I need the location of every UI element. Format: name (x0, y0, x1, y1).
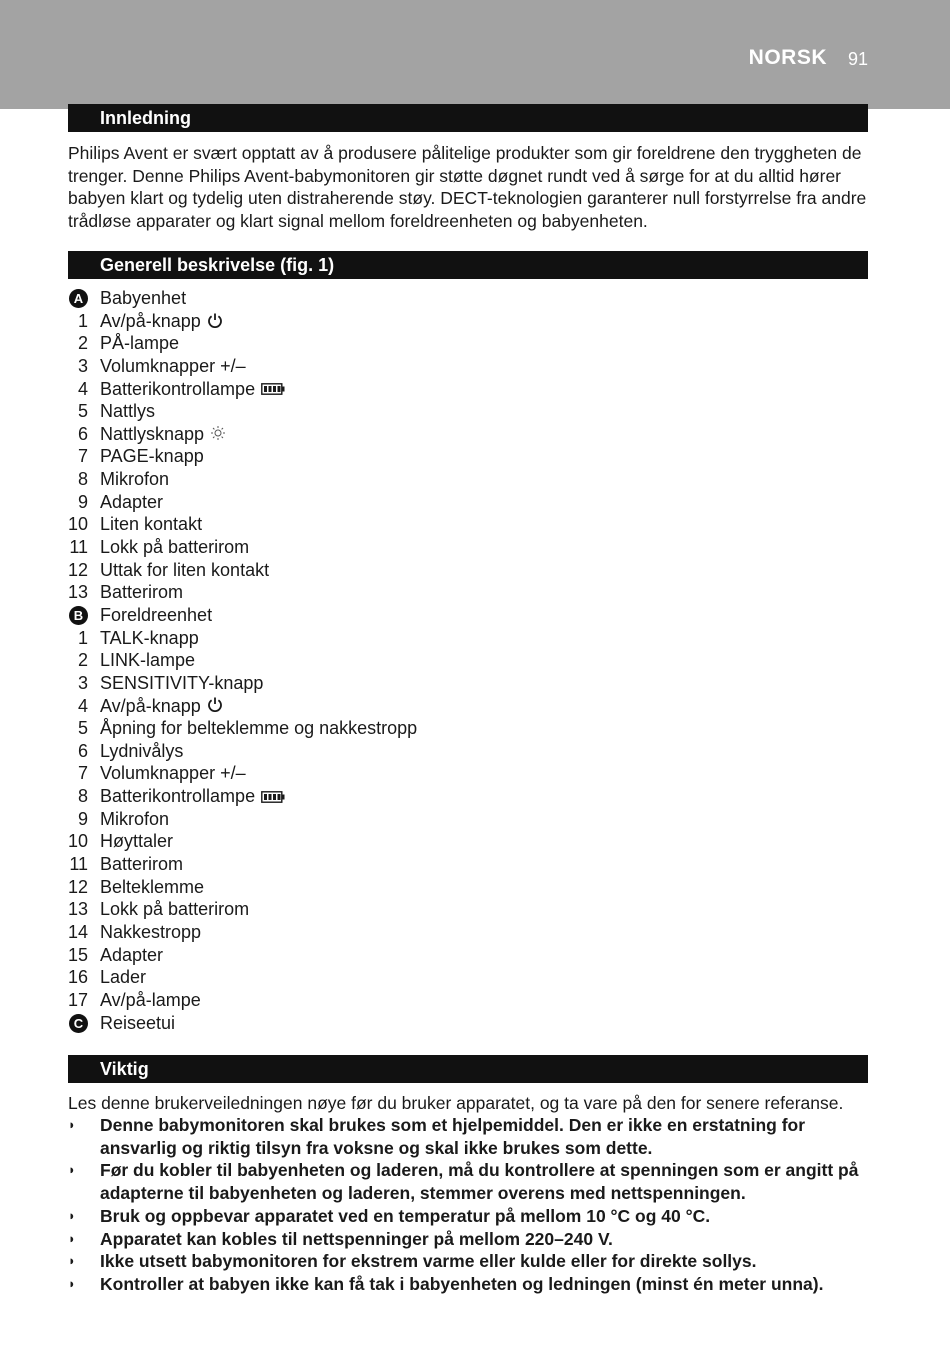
item-label (100, 921, 201, 944)
list-item (60, 627, 860, 650)
item-number: 11 (69, 854, 88, 875)
list-item (60, 445, 860, 468)
item-number: 5 (77, 401, 88, 422)
list-item (60, 785, 860, 808)
item-number: 10 (67, 831, 88, 852)
item-label-text: Nakkestropp (100, 921, 202, 942)
list-item (60, 762, 860, 785)
item-label (100, 423, 226, 447)
item-label (100, 808, 169, 831)
battery-icon (261, 378, 285, 401)
item-number: 12 (67, 876, 88, 897)
item-label-text: TALK-knapp (100, 627, 199, 648)
list-item (60, 400, 860, 423)
item-label (100, 944, 163, 967)
list-item (60, 672, 860, 695)
item-number: 1 (77, 310, 88, 331)
item-label (100, 966, 146, 989)
section-heading-intro: Innledning (68, 104, 868, 132)
item-label (100, 310, 223, 334)
list-item (60, 332, 860, 355)
item-number: 9 (77, 491, 88, 512)
item-label-text: Liten kontakt (100, 514, 203, 535)
item-label (100, 989, 201, 1012)
list-item (60, 536, 860, 559)
item-label (100, 672, 263, 695)
list-item (60, 355, 860, 378)
page-number: 91 (847, 49, 868, 69)
intro-paragraph: Philips Avent er svært opptatt av å produsere pålitelige produkter som gir foreldrene den tryggheten de trenger. Denne Philips Avent-babymonitoren gir støtte døgnet rundt ved å sørge for at du alltid hører babyen klart og tydelig uten distraherende støy. DECT-teknologien garanterer null forstyrrelse fra andre trådløse apparater og klart signal mellom foreldreenheten og babyenheten. (68, 143, 867, 232)
bullet-marker: ◗ (68, 1230, 76, 1246)
bullet-text: Denne babymonitoren skal brukes som et hjelpemiddel. Den er ikke en erstatning for ansvarlig og riktig tilsyn fra voksne og skal ikke brukes som dette. (100, 1115, 806, 1158)
item-label-text: Babyenhet (100, 288, 187, 308)
bullet-item (68, 1159, 868, 1204)
item-label-text: PÅ-lampe (100, 333, 180, 354)
item-label-text: Volumknapper +/– (100, 763, 246, 784)
item-label (100, 581, 183, 604)
item-label-text: Åpning for belteklemme og nakkestropp (100, 718, 418, 739)
item-label-text: Adapter (100, 491, 164, 512)
item-number: 14 (67, 921, 88, 942)
item-label-text: Av/på-knapp (100, 695, 201, 716)
item-label-text: Uttak for liten kontakt (100, 559, 270, 580)
item-number: 16 (67, 967, 88, 988)
item-label (100, 695, 223, 719)
item-label (100, 536, 249, 559)
item-label (100, 445, 204, 468)
list-item (60, 559, 860, 582)
language-label: NORSK (748, 46, 827, 69)
item-number: 7 (77, 763, 88, 784)
bullet-text: Kontroller at babyen ikke kan få tak i babyenheten og ledningen (minst én meter unna). (100, 1273, 824, 1294)
item-label (100, 740, 183, 763)
bullet-marker: ◗ (68, 1162, 76, 1178)
item-label (100, 627, 199, 650)
list-item (60, 513, 860, 536)
bullet-item (68, 1273, 868, 1296)
list-item (60, 1012, 860, 1035)
item-label-text: Nattlysknapp (100, 423, 205, 444)
item-label (100, 1012, 175, 1035)
list-item (60, 853, 860, 876)
power-icon (207, 311, 223, 334)
group-letter-badge: B (69, 606, 88, 625)
item-label-text: Batterikontrollampe (100, 786, 256, 807)
item-label-text: Reiseetui (100, 1012, 176, 1033)
item-label-text: LINK-lampe (100, 650, 196, 671)
bullet-item (68, 1114, 868, 1159)
item-number: 5 (77, 718, 88, 739)
bullet-item (68, 1228, 868, 1251)
item-label-text: Foreldreenhet (100, 604, 213, 625)
list-item (60, 944, 860, 967)
item-label-text: Nattlys (100, 401, 156, 422)
item-label-text: Lydnivålys (100, 740, 184, 761)
item-label-text: Lokk på batterirom (100, 899, 250, 920)
list-item (60, 423, 860, 446)
item-number: 3 (77, 355, 88, 376)
item-label (100, 468, 169, 491)
battery-icon (261, 786, 285, 809)
item-label-text: Høyttaler (100, 831, 174, 852)
item-number: 13 (67, 582, 88, 603)
item-number: 2 (77, 333, 88, 354)
list-item (60, 649, 860, 672)
item-label-text: Batterirom (100, 854, 184, 875)
list-item (60, 717, 860, 740)
bullet-marker: ◗ (68, 1117, 76, 1132)
list-item (60, 921, 860, 944)
bullet-text: Før du kobler til babyenheten og laderen, må du kontrollere at spenningen som er angitt på adapterne til babyenheten og laderen, stemmer overens med nettspenningen. (100, 1160, 859, 1204)
item-number: 7 (77, 446, 88, 467)
item-label (100, 378, 285, 402)
list-item (60, 310, 860, 333)
list-item (60, 808, 860, 831)
list-item (60, 695, 860, 718)
item-label-text: Lokk på batterirom (100, 537, 250, 558)
bullet-text: Bruk og oppbevar apparatet ved en temperatur på mellom 10 °C og 40 °C. (100, 1205, 711, 1226)
item-label-text: Batterirom (100, 582, 184, 603)
bullet-marker: ◗ (68, 1275, 76, 1291)
bullet-text: Ikke utsett babymonitoren for ekstrem varme eller kulde eller for direkte sollys. (100, 1251, 757, 1272)
list-item (60, 604, 860, 627)
item-number: 1 (77, 627, 88, 648)
group-letter-badge: A (69, 289, 88, 308)
list-item (60, 898, 860, 921)
list-item (60, 876, 860, 899)
item-number: 13 (67, 899, 88, 920)
item-label (100, 513, 202, 536)
sun-icon (210, 424, 226, 447)
parts-list (60, 287, 860, 1034)
list-item (60, 830, 860, 853)
item-label-text: Mikrofon (100, 469, 170, 490)
item-label (100, 287, 186, 310)
bullet-item (68, 1205, 868, 1228)
item-number: 15 (67, 944, 88, 965)
item-label (100, 717, 417, 740)
list-item (60, 378, 860, 401)
item-number: 17 (67, 989, 88, 1010)
item-label (100, 876, 204, 899)
item-number: 6 (77, 740, 88, 761)
power-icon (207, 695, 223, 718)
item-number: 12 (67, 559, 88, 580)
group-letter-badge: C (69, 1014, 88, 1033)
item-label (100, 649, 195, 672)
item-number: 3 (77, 672, 88, 693)
item-label (100, 604, 212, 627)
item-label-text: SENSITIVITY-knapp (100, 672, 264, 693)
list-item (60, 740, 860, 763)
item-label (100, 785, 285, 809)
list-item (60, 491, 860, 514)
item-label (100, 491, 163, 514)
item-number: 10 (67, 514, 88, 535)
item-number: 8 (77, 469, 88, 490)
item-label (100, 830, 173, 853)
item-label (100, 762, 246, 785)
item-number: 11 (69, 537, 88, 558)
item-label (100, 559, 269, 582)
item-number: 9 (77, 808, 88, 829)
item-label-text: Adapter (100, 944, 164, 965)
item-number: 4 (77, 378, 88, 399)
item-number: 2 (77, 650, 88, 671)
important-intro: Les denne brukerveiledningen nøye før du bruker apparatet, og ta vare på den for senere referanse. (68, 1093, 844, 1113)
item-label (100, 400, 155, 423)
list-item (60, 287, 860, 310)
item-label-text: Mikrofon (100, 808, 170, 829)
item-label-text: PAGE-knapp (100, 446, 204, 467)
item-label-text: Lader (100, 967, 147, 988)
list-item (60, 468, 860, 491)
section-heading-general: Generell beskrivelse (fig. 1) (68, 251, 868, 279)
item-label-text: Volumknapper +/– (100, 355, 246, 376)
item-label-text: Batterikontrollampe (100, 378, 256, 399)
bullet-text: Apparatet kan kobles til nettspenninger på mellom 220–240 V. (100, 1228, 613, 1249)
item-label (100, 853, 183, 876)
page-header-band (0, 0, 950, 109)
important-bullets (68, 1114, 868, 1296)
item-number: 6 (77, 423, 88, 444)
item-label (100, 355, 246, 378)
item-label-text: Av/på-lampe (100, 989, 201, 1010)
item-label (100, 898, 249, 921)
list-item (60, 581, 860, 604)
section-heading-important: Viktig (68, 1055, 868, 1083)
bullet-marker: ◗ (68, 1207, 76, 1223)
item-number: 8 (77, 786, 88, 807)
item-label (100, 332, 179, 355)
bullet-item (68, 1250, 868, 1273)
item-number: 4 (77, 695, 88, 716)
list-item (60, 989, 860, 1012)
list-item (60, 966, 860, 989)
bullet-marker: ◗ (68, 1253, 76, 1269)
item-label-text: Av/på-knapp (100, 310, 201, 331)
item-label-text: Belteklemme (100, 876, 205, 897)
